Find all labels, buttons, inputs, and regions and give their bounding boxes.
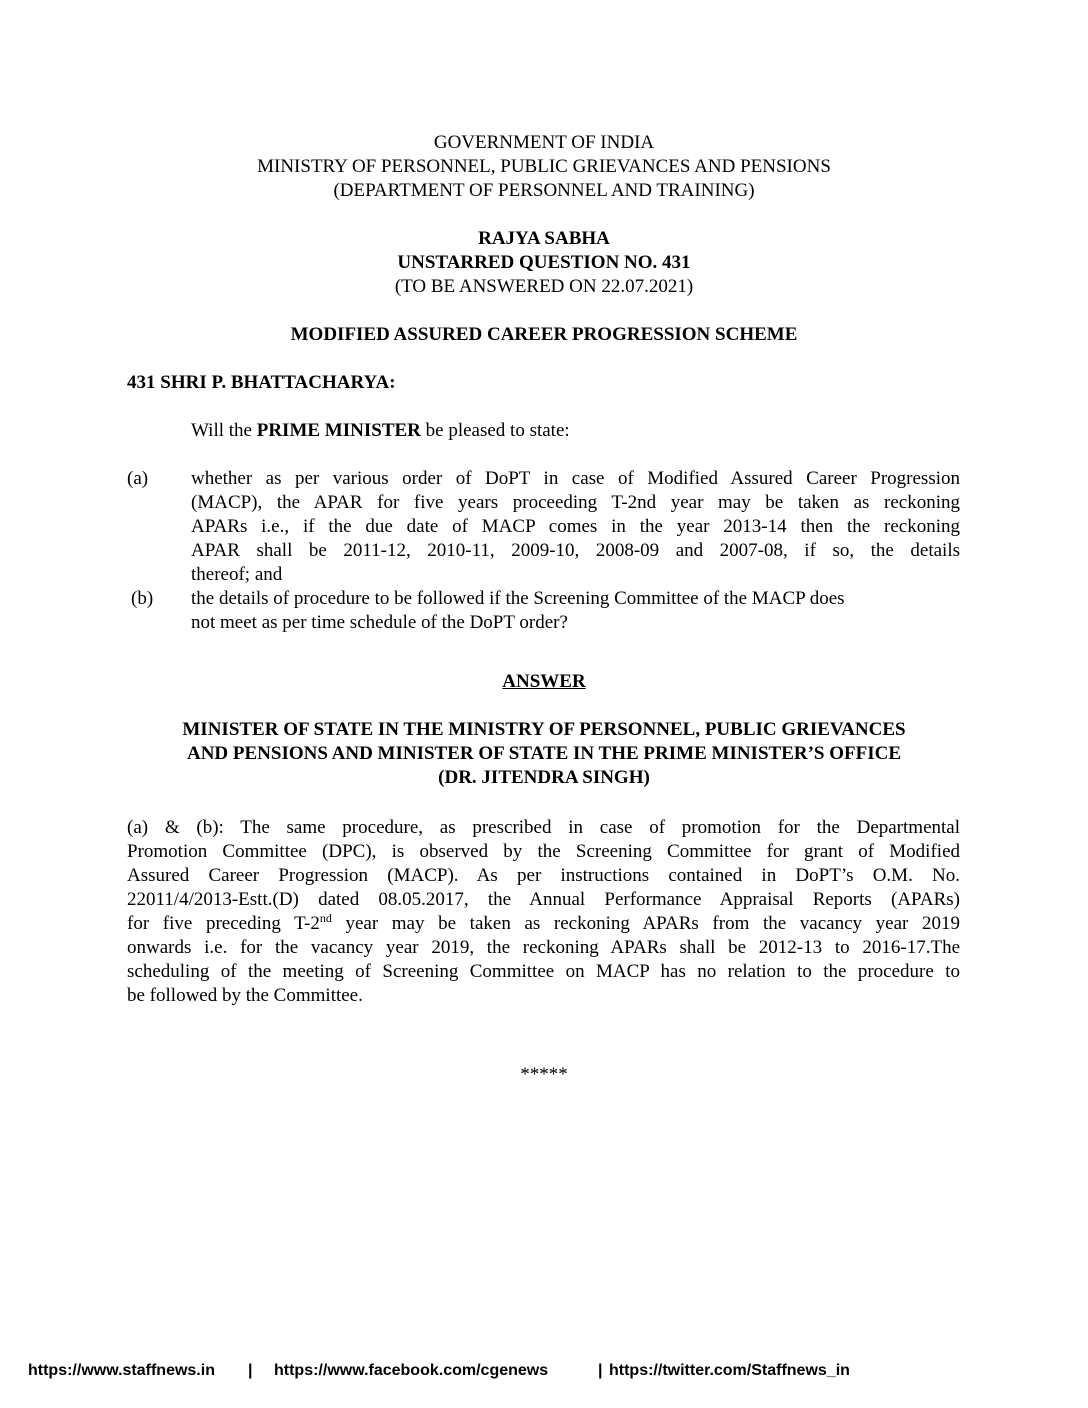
answer-line: onwards i.e. for the vacancy year 2019, the reckoning APARs shall be 2012-13 to 2016-17.The: [127, 937, 960, 958]
answer-line: 22011/4/2013-Estt.(D) dated 08.05.2017, the Annual Performance Appraisal Reports (APARs): [127, 889, 960, 910]
footer-link-staffnews[interactable]: https://www.staffnews.in: [28, 1362, 215, 1379]
intro-suffix: be pleased to state:: [420, 420, 570, 441]
question-a-line: (MACP), the APAR for five years proceeding T-2nd year may be taken as reckoning: [191, 492, 960, 513]
answer-date: (TO BE ANSWERED ON 22.07.2021): [394, 276, 694, 297]
answer-line: Promotion Committee (DPC), is observed by the Screening Committee for grant of Modified: [127, 841, 960, 862]
question-a-line: APAR shall be 2011-12, 2010-11, 2009-10, 2008-09 and 2007-08, if so, the details: [191, 540, 960, 561]
intro-prefix: Will the: [191, 420, 257, 441]
question-a-text: [191, 467, 960, 587]
questioner-name: 431 SHRI P. BHATTACHARYA:: [127, 372, 396, 393]
answer-superscript: nd: [319, 911, 332, 925]
gov-header-line1: GOVERNMENT OF INDIA: [433, 132, 655, 153]
answer-line5-post: year may be taken as reckoning APARs from the vacancy year 2019: [331, 913, 960, 934]
answer-line: (a) & (b): The same procedure, as prescribed in case of promotion for the Departmental: [127, 817, 960, 838]
question-b-text: [191, 587, 960, 635]
question-a-line: APARs i.e., if the due date of MACP comes in the year 2013-14 then the reckoning: [191, 516, 960, 537]
footer-separator: |: [598, 1362, 603, 1379]
end-marker: *****: [520, 1064, 568, 1085]
answer-line5-pre: for five preceding T-2: [127, 913, 320, 934]
answer-line-with-superscript: [127, 912, 960, 936]
question-number: UNSTARRED QUESTION NO. 431: [397, 252, 691, 273]
footer-link-facebook[interactable]: https://www.facebook.com/cgenews: [274, 1362, 549, 1379]
answer-line: scheduling of the meeting of Screening Committee on MACP has no relation to the procedure to: [127, 961, 960, 982]
question-b-label: (b): [131, 588, 154, 609]
question-b-line: not meet as per time schedule of the DoPT order?: [191, 612, 568, 633]
minister-line2: AND PENSIONS AND MINISTER OF STATE IN THE PRIME MINISTER’S OFFICE: [186, 743, 902, 764]
question-a-line: thereof; and: [191, 564, 283, 585]
house-name: RAJYA SABHA: [478, 228, 610, 249]
subject-title: MODIFIED ASSURED CAREER PROGRESSION SCHEME: [290, 324, 798, 345]
intro-bold: PRIME MINISTER: [256, 420, 421, 441]
answer-line: Assured Career Progression (MACP). As per instructions contained in DoPT’s O.M. No.: [127, 865, 960, 886]
question-a-label: (a): [127, 468, 149, 489]
minister-line1: MINISTER OF STATE IN THE MINISTRY OF PERSONNEL, PUBLIC GRIEVANCES: [182, 719, 906, 740]
minister-name: (DR. JITENDRA SINGH): [438, 767, 650, 788]
question-intro: [191, 419, 570, 443]
footer-separator: |: [248, 1362, 253, 1379]
ministry-header: MINISTRY OF PERSONNEL, PUBLIC GRIEVANCES AND PENSIONS: [257, 156, 831, 177]
answer-line: be followed by the Committee.: [127, 985, 363, 1006]
footer-link-twitter[interactable]: https://twitter.com/Staffnews_in: [609, 1362, 850, 1379]
question-a-line: whether as per various order of DoPT in case of Modified Assured Career Progression: [191, 468, 960, 489]
answer-heading-text: ANSWER: [502, 671, 586, 692]
department-header: (DEPARTMENT OF PERSONNEL AND TRAINING): [333, 180, 755, 201]
question-b-line: the details of procedure to be followed if the Screening Committee of the MACP does: [191, 588, 845, 609]
answer-paragraph: [127, 816, 960, 1008]
answer-heading: [0, 670, 1088, 694]
